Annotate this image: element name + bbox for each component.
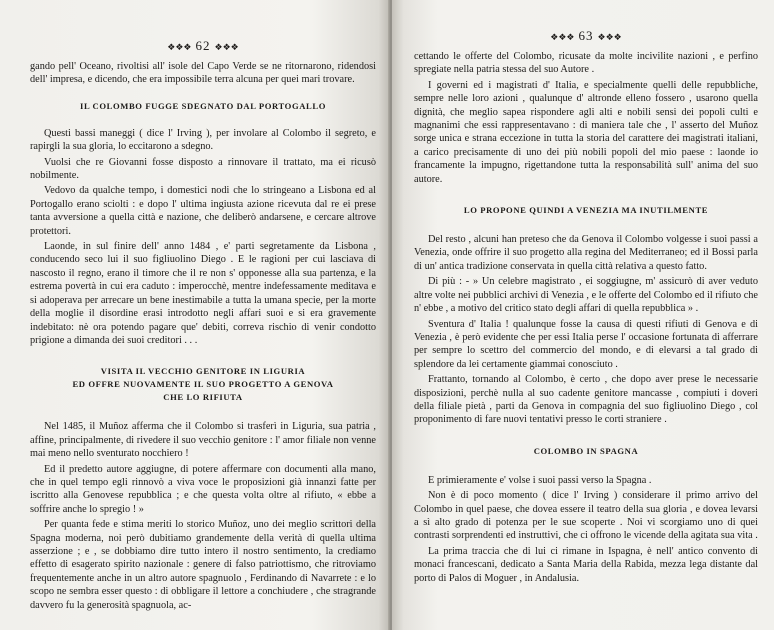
paragraph: Di più : - » Un celebre magistrato , ei soggiugne, m' assicurò di aver veduto altre volte nei pubblici archivi di Venezia , e le offerte del Colombo ed il rifiuto che n' ebbe , a motivo del critico stato degli affari di quella repubblica » .: [414, 276, 758, 315]
ornament-icon: ❖❖❖: [214, 42, 239, 52]
paragraph: Ed il predetto autore aggiugne, di potere affermare con documenti alla mano, che in quel tempo egli rinnovò a viva voce le proposizioni già innanzi fatte per iscritto alla Genovese repubblica ; e che questa volta oltre al rifiuto, « ebbe a soffrire anche lo spregio ! »: [30, 463, 376, 515]
paragraph: La prima traccia che di lui ci rimane in Ispagna, è nell' antico convento di monaci francescani, dedicato a Santa Maria della Rabida, mezza lega distante dal porto di Palos di Moguer , in Andalusia.: [414, 545, 758, 584]
paragraph: Frattanto, tornando al Colombo, è certo , che dopo aver prese le necessarie disposizioni, perchè nulla al suo cadente genitore mancasse , compiuti i doveri della filiale pietà , parti da Genova in compagnia del suo figliuolino Diego , col proponimento di fare nuovi tentativi presso le corti straniere .: [414, 374, 758, 426]
paragraph: Per quanta fede e stima meriti lo storico Muñoz, uno dei meglio scrittori della Spagna moderna, noi però dubitiamo grandemente della verità di quella ultima asserzione ; e , se dobbiamo dire tutto intero il nostro sentimento, la crediamo effetto di esagerato spirito nazionale : genere di falso patriottismo, che ritroviamo frequentemente anche in un altro autore spagnuolo , Ferdinando di Navarrete : e lo scopo ne sembra esser questo : di obbligare il lettore a conchiudere , che stragrande davvero fu la generosità spagnuola, ac-: [30, 519, 376, 611]
section-heading: [414, 204, 758, 217]
paragraph: gando pell' Oceano, rivoltisi all' isole del Capo Verde se ne ritornarono, ridendosi dell' impresa, e dicendo, che era impossibile terra alcuna per quei mari trovare.: [30, 61, 376, 86]
paragraph: Laonde, in sul finire dell' anno 1484 , e' parti segretamente da Lisbona , conducendo seco lui il suo figliuolino Diego . E le ragioni per cui lasciava di nascosto il regno, erano il timore che il re non s' opponesse alla sua partenza, e la estrema povertà in cui era caduto : imperocchè, mentre indefessamente meditava e si adoperava per arrecare un bene inestimabile a tutta la umana specie, per la morte della moglie il disordine erasi introdotto negli affari suoi e si era gravemente indebitato: nè ora potendo pagare que' debiti, correva rischio di venir condotto prigione a dimanda dei suoi creditori . . .: [30, 241, 376, 346]
section-heading-line: CHE LO RIFIUTA: [163, 392, 243, 403]
paragraph: Questi bassi maneggi ( dice l' Irving ), per involare al Colombo il segreto, e rapirgli la sua gloria, lo eccitarono a sdegno.: [30, 127, 376, 153]
section-heading: [414, 445, 758, 458]
paragraph: I governi ed i magistrati d' Italia, e specialmente quelli delle repubbliche, sempre nelle loro azioni , qualunque d' altronde elleno fossero , usarono quella dignità, che meglio sapea rispondere agli alti e nobili sensi dei popoli culti e magnanimi che essi rappresentavano : di maniera tale che , l' asserto del Muñoz sorge unica e strana eccezione in tutta la storia del carattere dei magistrati italiani, a carico precisamente di uno dei più nobili popoli del mio paese : laonde io francamente la impugno, rigettandone tutta la responsabilità sull' anima del suo autore.: [414, 79, 758, 185]
page-number-left: ❖❖❖ 62 ❖❖❖: [30, 38, 376, 54]
left-page-text: [30, 60, 376, 612]
ornament-icon: ❖❖❖: [167, 42, 192, 52]
ornament-icon: ❖❖❖: [597, 32, 622, 42]
paragraph: Nel 1485, il Muñoz afferma che il Colombo si trasferì in Liguria, sua patria , affine, principalmente, di rivedere il suo vecchio genitore : l' amor filiale non venne mai meno nello sventurato nocchiero !: [30, 421, 376, 460]
paragraph: E primieramente e' volse i suoi passi verso la Spagna .: [428, 474, 652, 486]
section-heading-line: COLOMBO IN SPAGNA: [533, 445, 639, 456]
section-heading-line: LO PROPONE QUINDI A VENEZIA MA INUTILMENTE: [463, 205, 709, 216]
section-heading-line: ED OFFRE NUOVAMENTE IL SUO PROGETTO A GENOVA: [72, 379, 334, 390]
paragraph: Sventura d' Italia ! qualunque fosse la causa di questi rifiuti di Genova e di Venezia , è però evidente che per essi Italia perse l' occasione fortunata di afferrare per sempre lo scettro del commercio del mondo, e di elevarsi a tal grado di splendore da lei certamente giammai conosciuto .: [414, 318, 758, 370]
section-heading: [30, 100, 376, 113]
paragraph: cettando le offerte del Colombo, ricusate da molte incivilite nazioni , e perfino spregiate nella patria stessa del suo Autore .: [414, 51, 758, 76]
paragraph: Non è di poco momento ( dice l' Irving ) considerare il primo arrivo del Colombo in quel paese, che dovea essere il teatro della sua gloria , e dovea levarsi a sì alto grado di potenza per le sue scoperte . Noi vi scorgiamo uno di quei contrasti sorprendenti ed instruttivi, che ci offrono le vicende della agitata sua vita .: [414, 490, 758, 542]
ornament-icon: ❖❖❖: [550, 32, 575, 42]
page-number-right: ❖❖❖ 63 ❖❖❖: [414, 28, 758, 44]
section-heading-line: IL COLOMBO FUGGE SDEGNATO DAL PORTOGALLO: [80, 100, 326, 111]
section-heading-line: VISITA IL VECCHIO GENITORE IN LIGURIA: [100, 366, 306, 377]
paragraph: Vuolsi che re Giovanni fosse disposto a rinnovare il trattato, ma ei ricusò nobilmente.: [30, 156, 376, 182]
right-page: [392, 0, 774, 630]
paragraph: Del resto , alcuni han preteso che da Genova il Colombo volgesse i suoi passi a Venezia, onde offrire il suo progetto alla regina del Mediterraneo; ed il Bossi parla di un' antica tradizione conservata in quella città relativa a questo fatto.: [414, 234, 758, 272]
right-page-text: [414, 50, 758, 585]
section-heading: [30, 365, 376, 404]
paragraph: Vedovo da qualche tempo, i domestici nodi che lo stringeano a Lisbona ed al Portogallo erano sciolti : e dopo l' ultima ingiusta azione ricevuta dal re ei prese tanta avversione a quella città e nazione, che deliberò andarsene, e cercare altrove protettori.: [30, 185, 376, 237]
